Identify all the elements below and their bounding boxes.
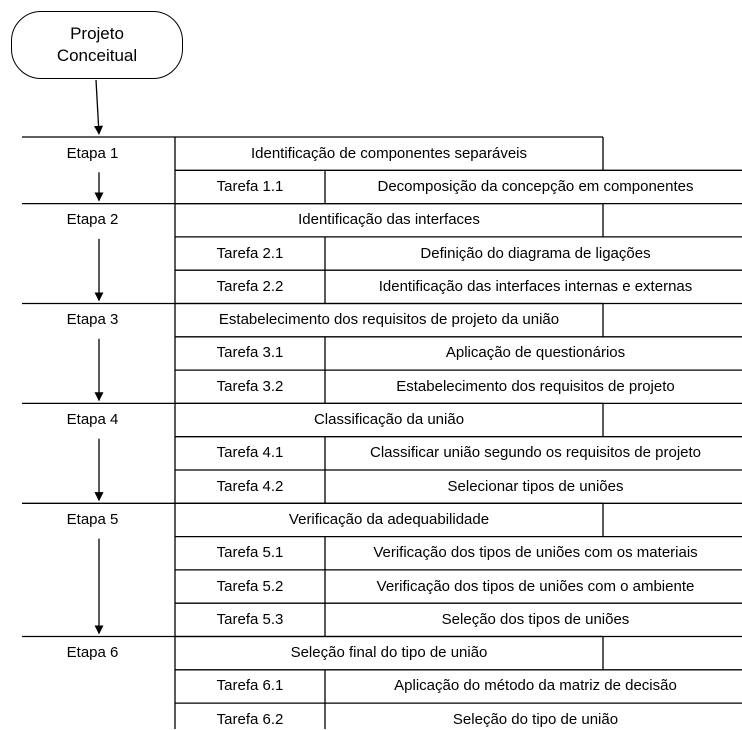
- task-5-2-description: Verificação dos tipos de uniões com o ambiente: [376, 577, 695, 595]
- arrow-start-to-stage-1: [96, 80, 99, 134]
- task-6-1-label: Tarefa 6.1: [216, 677, 284, 695]
- task-2-2-label: Tarefa 2.2: [216, 277, 284, 295]
- task-3-2-label: Tarefa 3.2: [216, 377, 284, 395]
- task-6-2-description: Seleção do tipo de união: [452, 710, 619, 728]
- task-4-2-label: Tarefa 4.2: [216, 477, 284, 495]
- task-5-3-label: Tarefa 5.3: [216, 610, 284, 628]
- stage-2-title: Identificação das interfaces: [298, 211, 480, 229]
- task-4-2-description: Selecionar tipos de uniões: [447, 477, 624, 495]
- stage-4-title: Classificação da união: [313, 411, 465, 429]
- task-2-1-label: Tarefa 2.1: [216, 244, 284, 262]
- task-2-2-description: Identificação das interfaces internas e externas: [378, 277, 693, 295]
- stage-6-label: Etapa 6: [66, 644, 119, 662]
- start-node-line2: Conceitual: [56, 46, 138, 65]
- stage-5-label: Etapa 5: [66, 510, 119, 528]
- task-6-2-label: Tarefa 6.2: [216, 710, 284, 728]
- task-5-2-label: Tarefa 5.2: [216, 577, 284, 595]
- stage-5-title: Verificação da adequabilidade: [288, 510, 490, 528]
- task-3-1-label: Tarefa 3.1: [216, 344, 284, 362]
- task-3-2-description: Estabelecimento dos requisitos de projeto: [396, 377, 675, 395]
- task-2-1-description: Definição do diagrama de ligações: [420, 244, 651, 262]
- task-6-1-description: Aplicação do método da matriz de decisão: [394, 677, 677, 695]
- stage-3-label: Etapa 3: [66, 311, 119, 329]
- task-5-1-label: Tarefa 5.1: [216, 544, 284, 562]
- start-node-line1: Projeto: [70, 24, 124, 43]
- stage-3-title: Estabelecimento dos requisitos de projeto da união: [218, 311, 560, 329]
- task-4-1-description: Classificar união segundo os requisitos de projeto: [369, 444, 702, 462]
- stage-2-label: Etapa 2: [66, 211, 119, 229]
- stage-6-title: Seleção final do tipo de união: [290, 644, 488, 662]
- task-5-1-description: Verificação dos tipos de uniões com os materiais: [373, 544, 698, 562]
- task-1-1-description: Decomposição da concepção em componentes: [377, 177, 694, 195]
- stage-4-label: Etapa 4: [66, 411, 119, 429]
- stage-1-label: Etapa 1: [66, 144, 119, 162]
- task-1-1-label: Tarefa 1.1: [216, 177, 284, 195]
- task-3-1-description: Aplicação de questionários: [445, 344, 626, 362]
- task-5-3-description: Seleção dos tipos de uniões: [441, 610, 630, 628]
- task-4-1-label: Tarefa 4.1: [216, 444, 284, 462]
- stage-1-title: Identificação de componentes separáveis: [250, 144, 527, 162]
